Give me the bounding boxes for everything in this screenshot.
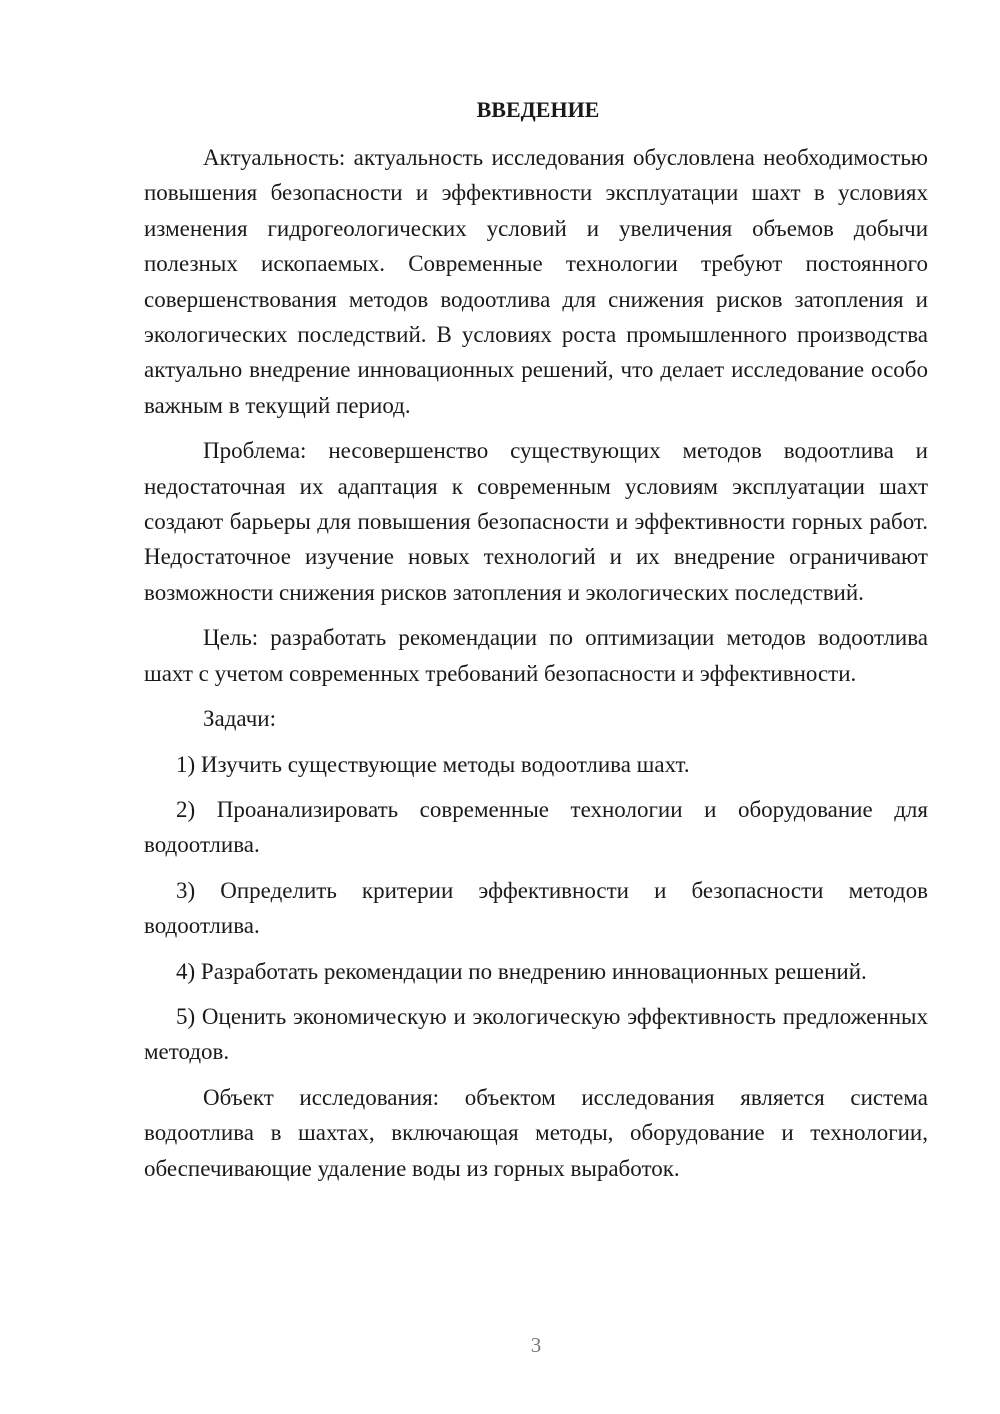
paragraph-goal: Цель: разработать рекомендации по оптимизации методов водоотлива шахт с учетом современных требований безопасности и эффективности.: [144, 625, 928, 686]
page-title: ВВЕДЕНИЕ: [476, 97, 600, 122]
task-item-2: 2) Проанализировать современные технологии и оборудование для водоотлива.: [144, 796, 928, 858]
page-number: 3: [530, 1333, 542, 1357]
task-item-4: 4) Разработать рекомендации по внедрению инновационных решений.: [176, 958, 867, 984]
paragraph-tasks-heading: Задачи:: [203, 706, 276, 732]
paragraph-problem: Проблема: несовершенство существующих методов водоотлива и недостаточная их адаптация к современным условиям эксплуатации шахт создают барьеры для повышения безопасности и эффективности горных работ. Недостаточное изучение новых технологий и их внедрение ограничивают возможности снижения рисков затопления и экологических последствий.: [144, 438, 928, 605]
paragraph-relevance: Актуальность: актуальность исследования обусловлена необходимостью повышения безопасности и эффективности эксплуатации шахт в условиях изменения гидрогеологических условий и увеличения объемов добычи полезных ископаемых. Современные технологии требуют постоянного совершенствования методов водоотлива для снижения рисков затопления и экологических последствий. В условиях роста промышленного производства актуально внедрение инновационных решений, что делает исследование особо важным в текущий период.: [144, 145, 928, 418]
document-body: [144, 95, 928, 1186]
task-item-3: 3) Определить критерии эффективности и безопасности методов водоотлива.: [144, 877, 928, 939]
task-item-1: 1) Изучить существующие методы водоотлива шахт.: [176, 751, 690, 777]
task-item-5: 5) Оценить экономическую и экологическую эффективность предложенных методов.: [144, 1003, 928, 1065]
paragraph-object: Объект исследования: объектом исследования является система водоотлива в шахтах, включающая методы, оборудование и технологии, обеспечивающие удаление воды из горных выработок.: [144, 1084, 928, 1181]
